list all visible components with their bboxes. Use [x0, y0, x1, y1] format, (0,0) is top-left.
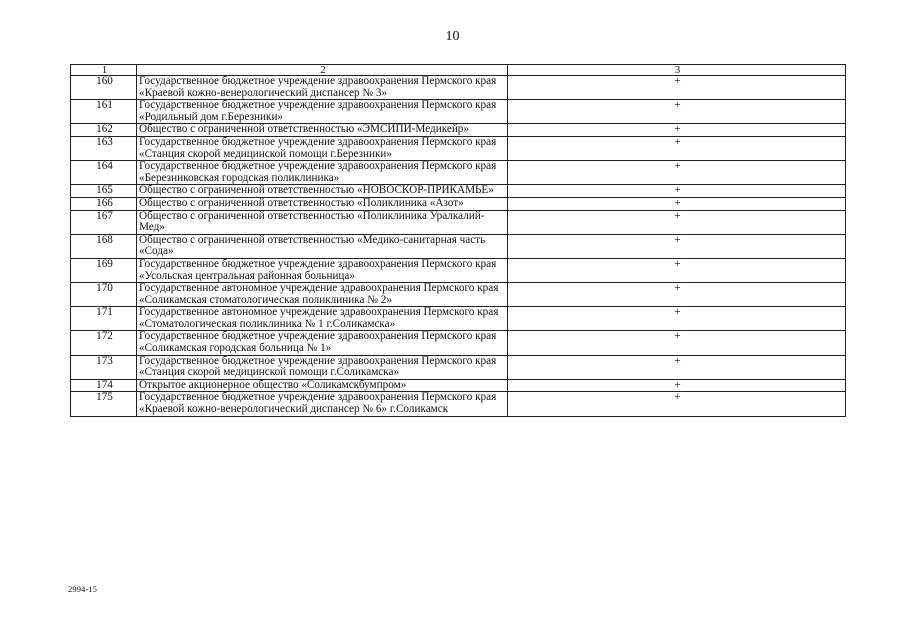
row-number: 169 — [71, 258, 137, 282]
header-col-2: 2 — [137, 65, 508, 76]
row-number: 168 — [71, 234, 137, 258]
table-row — [71, 283, 846, 307]
organization-name: Государственное бюджетное учреждение здравоохранения Пермского края «Родильный дом г.Березники» — [137, 100, 508, 124]
table-row — [71, 185, 846, 198]
row-number: 163 — [71, 136, 137, 160]
participation-mark: + — [508, 392, 846, 416]
organization-name: Общество с ограниченной ответственностью «Медико-санитарная часть «Сода» — [137, 234, 508, 258]
table-row — [71, 161, 846, 185]
organization-name: Государственное бюджетное учреждение здравоохранения Пермского края «Усольская центральная районная больница» — [137, 258, 508, 282]
document-code: 2994-15 — [68, 584, 98, 594]
row-number: 164 — [71, 161, 137, 185]
table-row — [71, 307, 846, 331]
row-number: 160 — [71, 76, 137, 100]
participation-mark: + — [508, 331, 846, 355]
row-number: 173 — [71, 355, 137, 379]
row-number: 161 — [71, 100, 137, 124]
row-number: 172 — [71, 331, 137, 355]
table-header-row — [71, 65, 846, 76]
row-number: 175 — [71, 392, 137, 416]
table-row — [71, 392, 846, 416]
organization-name: Государственное бюджетное учреждение здравоохранения Пермского края «Краевой кожно-венерологический диспансер № 3» — [137, 76, 508, 100]
row-number: 166 — [71, 197, 137, 210]
registry-table — [70, 64, 846, 417]
organization-name: Общество с ограниченной ответственностью «НОВОСКОР-ПРИКАМЬЕ» — [137, 185, 508, 198]
participation-mark: + — [508, 185, 846, 198]
header-col-1: 1 — [71, 65, 137, 76]
participation-mark: + — [508, 283, 846, 307]
organization-name: Государственное бюджетное учреждение здравоохранения Пермского края «Станция скорой медицинской помощи г.Соликамска» — [137, 355, 508, 379]
organization-name: Государственное бюджетное учреждение здравоохранения Пермского края «Краевой кожно-венерологический диспансер № 6» г.Соликамск — [137, 392, 508, 416]
participation-mark: + — [508, 210, 846, 234]
organization-name: Государственное бюджетное учреждение здравоохранения Пермского края «Станция скорой медицинской помощи г.Березники» — [137, 136, 508, 160]
participation-mark: + — [508, 161, 846, 185]
row-number: 162 — [71, 124, 137, 137]
organization-name: Государственное автономное учреждение здравоохранения Пермского края «Стоматологическая поликлиника № 1 г.Соликамска» — [137, 307, 508, 331]
row-number: 171 — [71, 307, 137, 331]
table-row — [71, 210, 846, 234]
row-number: 174 — [71, 379, 137, 392]
participation-mark: + — [508, 197, 846, 210]
organization-name: Общество с ограниченной ответственностью «Поликлиника «Азот» — [137, 197, 508, 210]
header-col-3: 3 — [508, 65, 846, 76]
table-row — [71, 234, 846, 258]
table-row — [71, 258, 846, 282]
participation-mark: + — [508, 76, 846, 100]
row-number: 165 — [71, 185, 137, 198]
table-row — [71, 136, 846, 160]
row-number: 167 — [71, 210, 137, 234]
participation-mark: + — [508, 355, 846, 379]
participation-mark: + — [508, 100, 846, 124]
participation-mark: + — [508, 307, 846, 331]
participation-mark: + — [508, 379, 846, 392]
table-row — [71, 331, 846, 355]
table-row — [71, 124, 846, 137]
participation-mark: + — [508, 258, 846, 282]
organization-name: Государственное автономное учреждение здравоохранения Пермского края «Соликамская стоматологическая поликлиника № 2» — [137, 283, 508, 307]
organization-name: Общество с ограниченной ответственностью «ЭМСИПИ-Медикейр» — [137, 124, 508, 137]
organization-name: Государственное бюджетное учреждение здравоохранения Пермского края «Березниковская городская поликлиника» — [137, 161, 508, 185]
participation-mark: + — [508, 124, 846, 137]
table-row — [71, 355, 846, 379]
page-number: 10 — [445, 29, 460, 44]
participation-mark: + — [508, 136, 846, 160]
organization-name: Общество с ограниченной ответственностью «Поликлиника Уралкалий-Мед» — [137, 210, 508, 234]
organization-name: Государственное бюджетное учреждение здравоохранения Пермского края «Соликамская городская больница № 1» — [137, 331, 508, 355]
table-row — [71, 100, 846, 124]
row-number: 170 — [71, 283, 137, 307]
table-row — [71, 76, 846, 100]
table-row — [71, 197, 846, 210]
table-row — [71, 379, 846, 392]
participation-mark: + — [508, 234, 846, 258]
organization-name: Открытое акционерное общество «Соликамскбумпром» — [137, 379, 508, 392]
